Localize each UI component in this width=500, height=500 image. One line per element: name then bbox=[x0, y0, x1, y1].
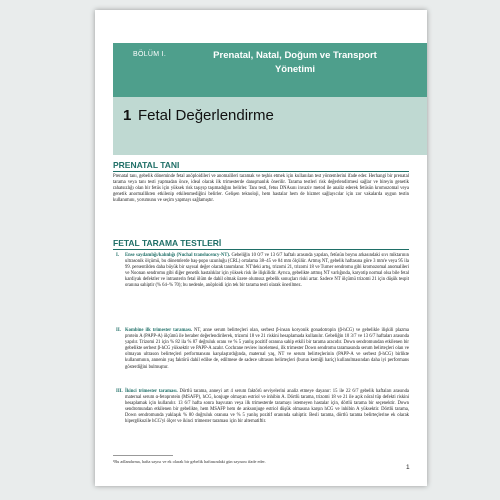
list-item-text: NT, anne serum belirteçleri olan, serbest β-insan koryonik gonadotropin (β-hCG) ve gebelikle ilişkili plazma protein A (PAPP-A) ölçümü ile beraber değerlendirilerek, trizomi 18 ve 21 riskini hesaplamada kullanılır. Gebeliğin 10 3/7 ve 13 6/7 haftaları arasında yapılır. Trizomi 21 için % 82 ila % 87 değruluk oranı ve % 5 yanlış pozitif oranına sahip etkili bir tarama aracıdır. Down sendromundan etkilenen bir gebelikte serbest β-hCG yüksektir ve PAPP-A azalır. Cochrane review incelemesi, ilk trimester Down sendromu taramasında serum belirteçleri olan ve olmayan ultrason belirteçleri performansını karşılaştırdığında, maternal yaş, NT ve serum belirteçlerinin (PAPP-A ve serbest β-hCG) birlikte kullanımının, annenin yaş faktörü dahil edilse de, edilmese de sadece ultrason belirteçleri (burun kemiği hariç) kullanılmasından daha iyi performans gösterdiğini bulmuştur. bbox=[125, 328, 409, 370]
list-item bbox=[116, 253, 409, 290]
list-item-keyword: Kombine ilk trimester taraması. bbox=[125, 328, 193, 333]
chapter-title: Fetal Değerlendirme bbox=[138, 107, 274, 124]
chapter-header bbox=[113, 43, 427, 155]
part-label: BÖLÜM I. bbox=[133, 51, 167, 58]
list-item-number: III. bbox=[116, 389, 123, 394]
part-title: Prenatal, Natal, Doğum ve Transport Yönetimi bbox=[213, 50, 377, 75]
list-item-number: I. bbox=[116, 253, 119, 258]
section-title-prenatal: PRENATAL TANI bbox=[113, 160, 180, 170]
footnote-rule bbox=[113, 455, 173, 456]
list-item-keyword: Ense saydamlığı/kalınlığı (Nuchal translucency-NT). bbox=[125, 253, 231, 258]
list-item-text: Dörtlü tarama, anneyi art 4 serum faktörü seviyelerini analiz etmeye dayanır: 15 ile 22 6/7 gebelik haftaları arasında maternal serum α-fetoprotein (MSAFP), hCG, konjuge olmayan estriol ve inhibin A. Dörtlü tarama, trizomi 18 ve 21 ile açık nöral tüp defekti riskini hesaplamak için kullanılır. 13 6/7 hafta sonra başvuran veya ilk trimesterde taramayı istemeyen hastalar için, dörtlü tarama bir seçenektir. Down sendromundan etkilenen bir gebelikte, hem MSAFP hem de anksonjuge estriol düşük olmasına karşın hCG ve inhibin A yüksektir. Dörtlü tarama, Down sendromunda yaklaşık % 80 doğruluk oranına ve % 5 yanlış pozitif oranında sahiptir. Besli tarama, dörtlü tarama belirteçlerine ek olarak hiperglikozile hCG'yi ölçer ve ikinci trimester taraması için bir alternatiftir. bbox=[125, 389, 409, 425]
prenatal-paragraph: Prenatal tanı, gebelik döneminde fetal anöploidileri ve anomalileri taramak ve teşhis etmek için kullanılan test yöntemlerini ifade eder. Herhangi bir prenatal tarama veya tanı testi yapmadan önce, ideal olarak ilk trimesterde danışmanlık önerilir. Tarama testleri risk değerlendirmesi sağlar ve bireyin genetik rahatsızlığı olan bir fetüs için yüksek risk taşıyıp taşımadığını belirler. Tanı testi, fetus DNAsını invaziv metod ile analiz ederek fetüsün kromozomal veya genetik anormallikten etkilenip etkilenmediğini belirler. Gelişen teknoloji, hem hastalar hem de hizmet sağlayıcılar için zor vakalarda uygun testin kullanımını, yorumunu ve seçim yapmayı sağlamıştır. bbox=[113, 174, 409, 204]
chapter-number: 1 bbox=[123, 107, 132, 124]
page-number: 1 bbox=[406, 464, 410, 471]
section-rule bbox=[113, 249, 409, 250]
list-item bbox=[116, 328, 409, 371]
footnote: ¹Bu adlandırma, hafta sayısı ve ek olarak bir gebelik haftasındaki gün sayısını ifade eder. bbox=[113, 459, 266, 464]
book-page bbox=[95, 10, 427, 486]
section-rule bbox=[113, 171, 409, 172]
list-item-text: Gebeliğin 10 0/7 ve 13 6/7 haftalı arasında yapılan, fetüsün boynu arkasındaki sıvı miktarının ultrasonik ölçümü, bu dönemlerde baş-popo uzunluğu (CRL) ortalama 38–45 ve 84 mm ölçülür. Artmış NT, gebelik haftasına göre 3 mm'e veya 95 ila 99. persentilden daha büyük bir sayısal değer olarak tanımlanır. NT'deki artış, trizomi 21, trizomi 18 ve Turner sendromu gibi kromozomal anomalileri ve Noonan sendromu gibi diğer genetik hastalıklar için yüksek risk ile ilişkilidir. Ayrıca, gebelikte artmış NT varlığında, karyotip normal olsa bile fetal kardiyak defektler ve intrauterin fetal ölüm de dahil olmak üzere olumsuz gebelik sonuçları riski artar. Sadece NT ölçümü trizomi 21 için düşük tespit oranına sahiptir (% 64–% 70); bu nedenle, anöploidi için tek bir tarama testi olarak önerilmez. bbox=[125, 253, 409, 289]
part-banner bbox=[113, 43, 427, 97]
list-item-number: II. bbox=[116, 328, 121, 333]
section-title-fetal-screening: FETAL TARAMA TESTLERİ bbox=[113, 238, 222, 248]
list-item bbox=[116, 389, 409, 426]
list-item-keyword: İkinci trimester taraması. bbox=[125, 389, 178, 394]
